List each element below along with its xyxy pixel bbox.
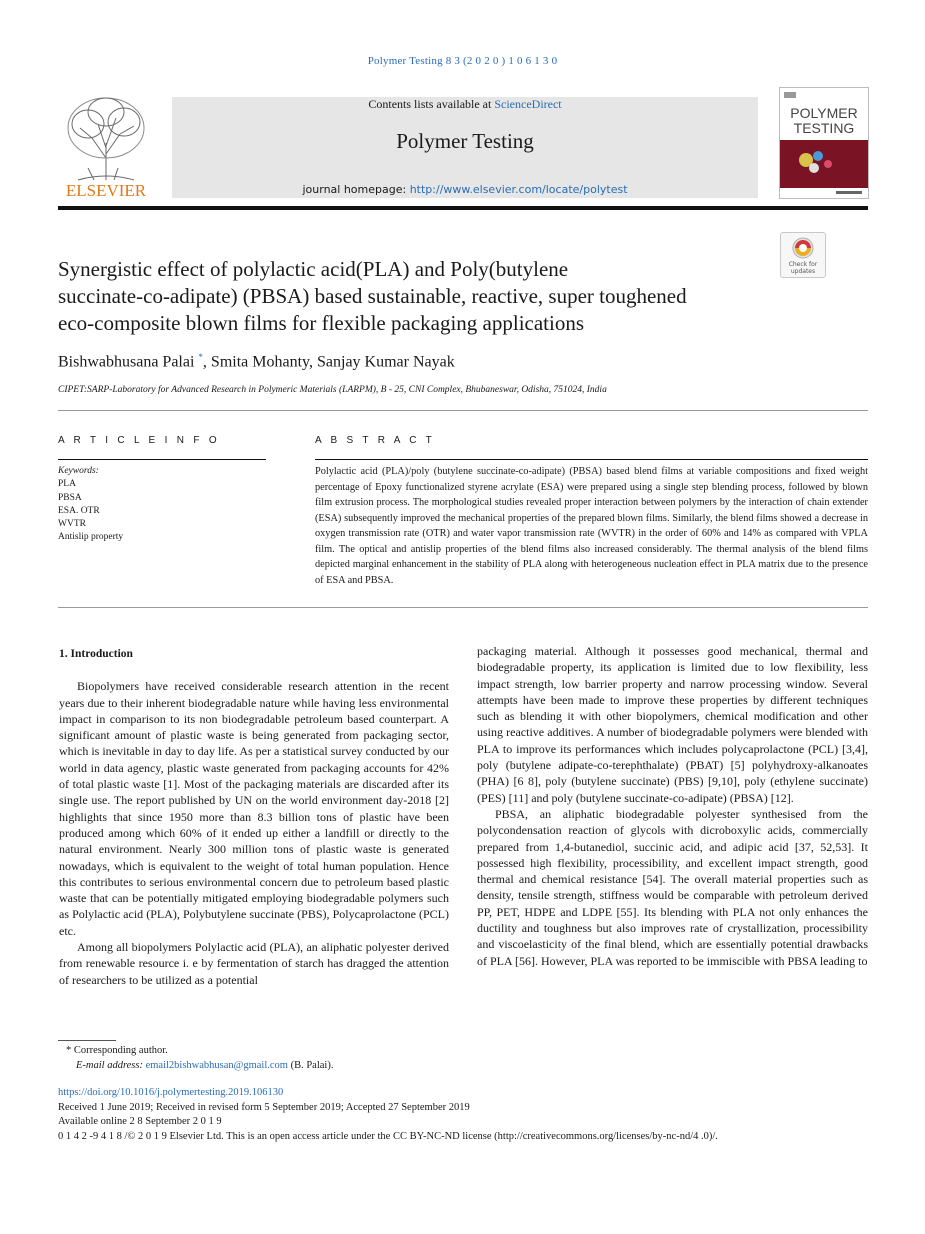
svg-text:TESTING: TESTING <box>793 120 855 136</box>
section-heading: 1. Introduction <box>59 648 133 660</box>
corresponding-label: Corresponding author. <box>71 1045 168 1056</box>
body-column-right <box>477 643 868 969</box>
svg-text:Check for: Check for <box>788 261 818 268</box>
article-title <box>58 256 773 337</box>
affiliation: CIPET:SARP-Laboratory for Advanced Research in Polymeric Materials (LARPM), B - 25, CNI Complex, Bhubaneswar, Odisha, 751024, India <box>58 385 607 395</box>
contents-line <box>172 97 758 112</box>
keyword-item: PLA <box>58 479 76 490</box>
license-line[interactable]: 0 1 4 2 -9 4 1 8 /© 2 0 1 9 Elsevier Ltd. This is an open access article under the CC BY-NC-ND license (http://creativecommons.org/licenses/by-nc-nd/4 .0)/. <box>58 1130 718 1142</box>
journal-citation[interactable]: Polymer Testing 8 3 (2 0 2 0 ) 1 0 6 1 3 0 <box>367 55 558 67</box>
author-name[interactable]: Bishwabhusana Palai <box>58 353 195 371</box>
email-suffix: (B. Palai). <box>287 1059 334 1071</box>
svg-text:POLYMER: POLYMER <box>790 105 858 121</box>
footnote-rule <box>58 1040 116 1041</box>
doi-link[interactable]: https://doi.org/10.1016/j.polymertesting.2019.106130 <box>58 1087 284 1098</box>
elsevier-logo <box>58 88 154 200</box>
keyword-item: PBSA <box>58 492 82 503</box>
corresponding-author-mark[interactable]: * <box>198 352 203 362</box>
keyword-item: WVTR <box>58 519 86 530</box>
email-link[interactable]: email2bishwabhusan@gmail.com <box>145 1059 288 1071</box>
title-line-1: Synergistic effect of polylactic acid(PLA) and Poly(butylene <box>58 257 569 281</box>
homepage-prefix: journal homepage: <box>302 183 410 196</box>
footnote-mark: * <box>66 1045 72 1056</box>
homepage-line <box>172 183 758 196</box>
corresponding-author-note <box>58 1044 333 1059</box>
online-date: Available online 2 8 September 2 0 1 9 <box>58 1116 222 1127</box>
keywords-label: Keywords: <box>58 466 99 476</box>
journal-title[interactable]: Polymer Testing <box>396 129 534 153</box>
journal-cover[interactable] <box>779 87 869 199</box>
header-rule <box>58 206 868 210</box>
paragraph: PBSA, an aliphatic biodegradable polyester synthesised from the polycondensation reaction of glycols with dicroboxylic acids, commercially prepared from 1,4-butanediol, succinic acid, and adipic acid [37, 52,53]. It possessed high flexibility, processibility, and excellent impact strength, good thermal and chemical resistance [54]. The overall material properties such as density, tensile strength, stiffness would be comparable with petroleum derived PP, PET, HDPE and LDPE [55]. Its blending with PLA not only enhances the ductility and toughness but also improves rate of crystallization, processibility and viscoelasticity of the final blend, which are essentially potential drawbacks of PLA [56]. However, PLA was reported to be immiscible with PBSA leading to <box>477 806 868 968</box>
keywords-block <box>58 465 278 545</box>
email-label: E-mail address: <box>76 1059 146 1071</box>
svg-text:updates: updates <box>790 268 816 275</box>
footnote <box>58 1044 333 1073</box>
article-info-heading: A R T I C L E I N F O <box>58 435 220 446</box>
body-column-left <box>59 646 449 988</box>
email-line <box>58 1059 333 1074</box>
abstract-heading: A B S T R A C T <box>315 435 436 446</box>
author-list <box>58 352 455 371</box>
paragraph: Biopolymers have received considerable research attention in the recent years due to their inherent biodegradable nature while having less environmental impact in comparison to its non biodegradable petroleum based counterpart. A significant amount of plastic waste is being generated from packaging sector, which is inevitable in day to day life. As per a statistical survey conducted by our world in data agency, plastic waste generated from packaging accounts for 42% of total plastic waste [1]. Most of the packaging materials are discarded after its single use. The report published by UN on the world environment day-2018 [2] highlights that since 1950 more than 8.3 billion tons of plastic have been produced among which 60% of it ended up either a landfill or directly to the natural environment. Nearly 300 million tons of plastic waste is generated nowadays, which is equivalent to the weight of total human population. Hence this contributes to serious environmental concern due to petroleum based plastic waste that can be potentially mitigated employing biodegradable polymers such as Polylactic acid (PLA), Polybutylene succinate (PBS), Polycaprolactone (PCL) etc. <box>59 679 449 938</box>
paragraph: Among all biopolymers Polylactic acid (PLA), an aliphatic polyester derived from renewable resource i. e by fermentation of starch has dragged the attention of researchers to be utilized as a potential <box>59 940 449 987</box>
publication-info <box>58 1086 718 1144</box>
check-for-updates-badge[interactable] <box>780 232 826 278</box>
cover-image-icon <box>780 88 868 198</box>
abstract-text: Polylactic acid (PLA)/poly (butylene succinate-co-adipate) (PBSA) based blend films at variable compositions and fixed weight percentage of Epoxy functionalized styrene acrylate (ESA) were prepared using a single step blending process, followed by blown film extrusion process. The morphological studies revealed proper interaction between polymers by the interaction of chain extender (ESA) subsequently improved the mechanical properties of the prepared blown films. Similarly, the blend films showed a decrease in oxygen transmission rate (OTR) and water vapor transmission rate (WVTR) in the order of 60% and 14% as compared with VPLA film. The optical and antislip properties of the blend films also increased considerably. The thermal analysis of the blend films depicted marginal enhancement in the stability of PLA along with heterogeneous nucleation effect in PLA matrix due to the presence of ESA and PBSA. <box>315 466 868 586</box>
received-dates: Received 1 June 2019; Received in revised form 5 September 2019; Accepted 27 September 2019 <box>58 1101 470 1113</box>
article-info-rule <box>58 459 266 460</box>
tree-icon <box>58 88 154 200</box>
keyword-item: Antislip property <box>58 532 124 543</box>
elsevier-wordmark: ELSEVIER <box>65 181 147 200</box>
title-line-3: eco-composite blown films for flexible packaging applications <box>58 311 585 335</box>
keyword-item: ESA. OTR <box>58 505 100 516</box>
contents-prefix: Contents lists available at <box>368 97 495 111</box>
crossmark-icon <box>781 233 825 277</box>
coauthor-names[interactable]: , Smita Mohanty, Sanjay Kumar Nayak <box>202 353 455 371</box>
sciencedirect-link[interactable]: ScienceDirect <box>494 97 562 111</box>
homepage-link[interactable]: http://www.elsevier.com/locate/polytest <box>409 183 628 196</box>
paragraph: packaging material. Although it possesses good mechanical, thermal and biodegradable property, its application is limited due to low flexibility, less impact strength, low barrier property and narrow processing window. Several attempts have been made to improve these properties by different techniques such as blending it with other biopolymers, chemical modification and other using reactive additives. A number of biodegradable polymers were blended with PLA to improve its performances which includes polycaprolactone (PCL) [3,4], poly (butylene adipate-co-terephthalate) (PBAT) [5] polyhydroxy-alkanoates (PHA) [6 8], poly (butylene succinate) (PBS) [9,10], poly (ethylene succinate) (PES) [11] and poly (butylene succinate-co-adipate) (PBSA) [12]. <box>477 644 868 805</box>
abstract-rule <box>315 459 868 460</box>
divider <box>58 607 868 608</box>
title-line-2: succinate-co-adipate) (PBSA) based sustainable, reactive, super toughened <box>58 284 687 308</box>
divider <box>58 410 868 411</box>
